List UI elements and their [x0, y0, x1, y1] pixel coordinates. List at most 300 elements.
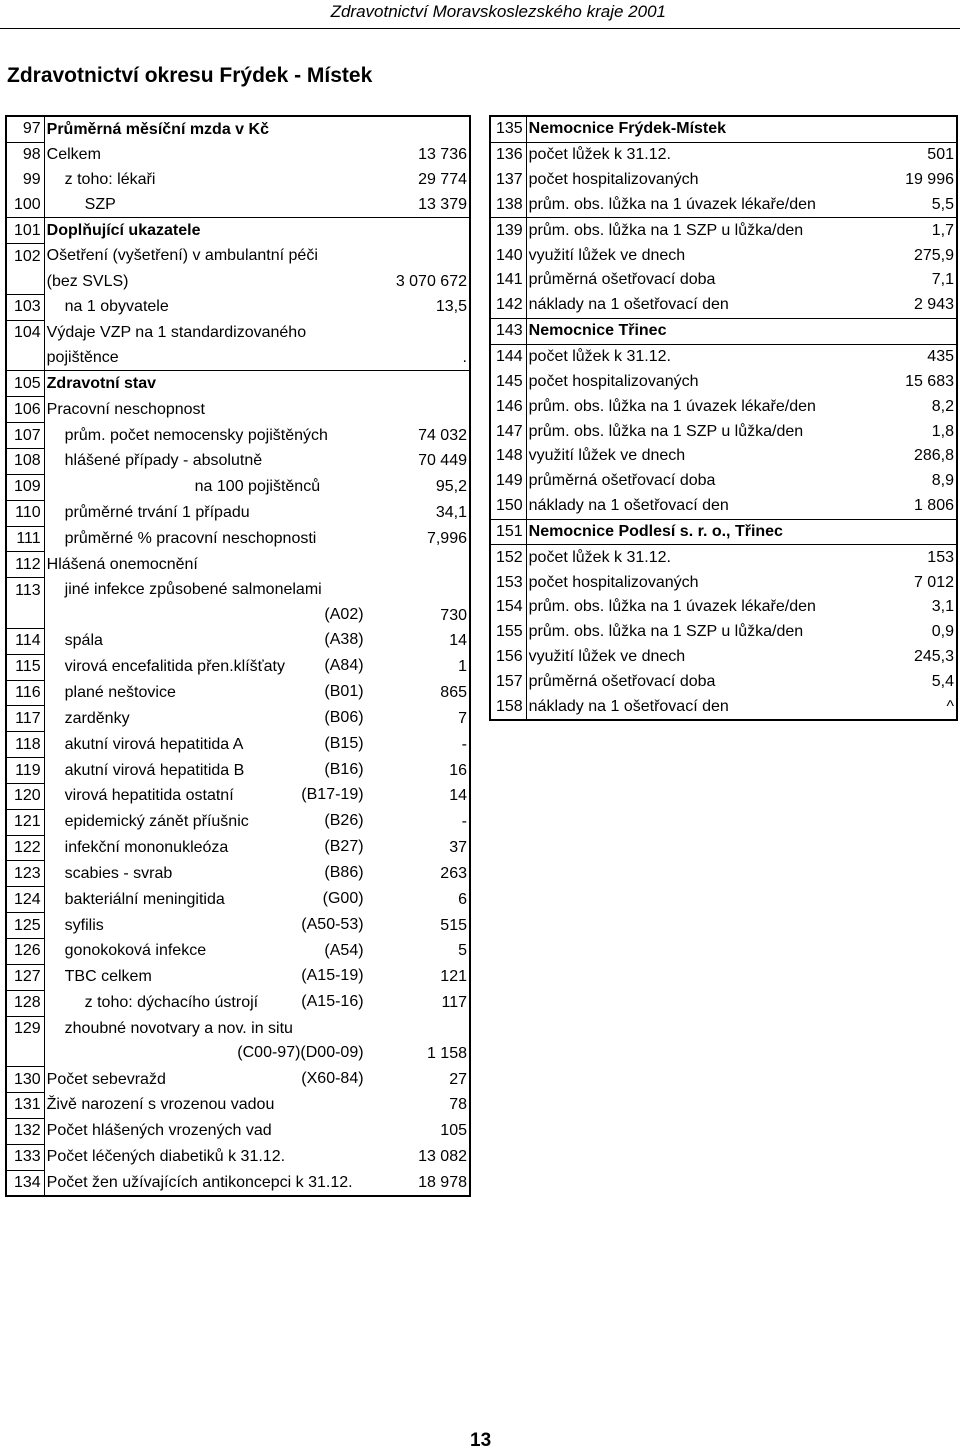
table-row — [6, 1144, 470, 1170]
row-number: 133 — [6, 1144, 44, 1170]
row-number: 105 — [6, 371, 44, 397]
row-value: 3 070 672 — [395, 272, 467, 290]
table-row — [6, 990, 470, 1016]
row-number: 102 — [6, 244, 44, 269]
publication-header: Zdravotnictví Moravskoslezského kraje 2001 — [330, 2, 666, 21]
left-table — [5, 115, 471, 1197]
table-row — [6, 423, 470, 449]
table-row — [6, 861, 470, 887]
row-number: 112 — [6, 552, 44, 578]
row-value: 7,1 — [931, 271, 954, 289]
row-number: 139 — [490, 218, 526, 243]
row-label — [44, 861, 367, 887]
row-label-text: scabies - svrab — [64, 864, 173, 882]
row-value: 34,1 — [435, 504, 467, 522]
row-label — [44, 913, 367, 939]
row-value: 8,2 — [931, 397, 954, 415]
row-number: 130 — [6, 1067, 44, 1093]
row-label-text: Počet sebevražd — [46, 1070, 166, 1088]
row-value — [841, 318, 957, 344]
page-title: Zdravotnictví okresu Frýdek - Místek — [7, 64, 373, 87]
row-value: 70 449 — [418, 452, 467, 470]
table-row — [490, 218, 957, 243]
row-number: 97 — [6, 116, 44, 142]
row-value: 13,5 — [435, 298, 467, 316]
row-code: (C00-97)(D00-09) — [233, 1041, 363, 1065]
table-row — [6, 526, 470, 552]
row-label: průměrná ošetřovací doba — [528, 271, 716, 289]
table-row — [6, 1016, 470, 1041]
row-number: 146 — [490, 394, 526, 419]
table-row — [6, 603, 470, 628]
row-label — [44, 1041, 367, 1066]
row-value: 1 — [458, 658, 467, 676]
row-value: 78 — [449, 1096, 467, 1114]
row-label: Živě narození s vrozenou vadou — [46, 1096, 275, 1114]
table-row — [6, 142, 470, 167]
row-label: Pracovní neschopnost — [46, 400, 205, 418]
row-label: jiné infekce způsobené salmonelami — [64, 581, 322, 599]
row-code: (B01) — [320, 680, 363, 704]
row-value: 435 — [841, 344, 957, 369]
table-row — [6, 758, 470, 784]
row-value: - — [461, 735, 467, 753]
row-number: 143 — [490, 318, 526, 344]
row-value — [368, 116, 470, 142]
header-rule — [0, 28, 960, 29]
row-value — [368, 244, 470, 269]
row-label-text: syfilis — [64, 916, 104, 934]
row-number: 121 — [6, 809, 44, 835]
row-label — [44, 990, 367, 1016]
row-value: 1 806 — [913, 497, 954, 515]
table-row — [6, 397, 470, 423]
table-row — [490, 369, 957, 394]
row-number: 134 — [6, 1170, 44, 1196]
row-value: 37 — [449, 839, 467, 857]
table-row — [490, 293, 957, 318]
row-value: 19 996 — [905, 171, 954, 189]
table-row — [490, 545, 957, 570]
row-label: Průměrná měsíční mzda v Kč — [46, 120, 269, 138]
row-value — [368, 320, 470, 345]
row-number: 110 — [6, 500, 44, 526]
row-label-text: virová encefalitida přen.klíšťaty — [64, 658, 285, 676]
row-label: počet hospitalizovaných — [528, 171, 699, 189]
row-value — [368, 578, 470, 603]
row-number: 126 — [6, 939, 44, 965]
row-label: počet lůžek k 31.12. — [526, 344, 841, 369]
table-row — [490, 142, 957, 167]
row-value: 865 — [440, 683, 467, 701]
table-row — [6, 116, 470, 142]
row-value — [841, 519, 957, 545]
row-label — [44, 809, 367, 835]
row-label-text: gonokoková infekce — [64, 942, 207, 960]
table-row — [490, 670, 957, 695]
row-number — [6, 603, 44, 628]
row-value: 14 — [449, 787, 467, 805]
row-label — [44, 887, 367, 913]
row-value: - — [461, 813, 467, 831]
row-value: 286,8 — [913, 447, 954, 465]
row-number — [6, 1041, 44, 1066]
row-value: . — [462, 349, 467, 367]
table-row — [490, 318, 957, 344]
table-row — [6, 706, 470, 732]
row-label: využití lůžek ve dnech — [528, 648, 686, 666]
row-number: 124 — [6, 887, 44, 913]
table-row — [490, 694, 957, 720]
row-value: 29 774 — [418, 171, 467, 189]
row-number: 148 — [490, 444, 526, 469]
row-number: 99 — [6, 168, 44, 193]
row-number: 149 — [490, 469, 526, 494]
row-number: 137 — [490, 168, 526, 193]
row-label-text: infekční mononukleóza — [64, 839, 229, 857]
table-row — [6, 680, 470, 706]
row-number: 155 — [490, 620, 526, 645]
row-label: náklady na 1 ošetřovací den — [528, 697, 729, 715]
row-value: 1,8 — [931, 422, 954, 440]
row-value: 16 — [449, 761, 467, 779]
row-number: 141 — [490, 268, 526, 293]
row-number: 122 — [6, 835, 44, 861]
row-label — [44, 783, 367, 809]
row-code: (A38) — [320, 628, 363, 652]
table-row — [6, 578, 470, 603]
row-label-text: plané neštovice — [64, 683, 176, 701]
row-value: 8,9 — [931, 472, 954, 490]
row-label-text: akutní virová hepatitida B — [64, 761, 245, 779]
row-value: 13 736 — [418, 146, 467, 164]
row-number: 150 — [490, 494, 526, 519]
row-label — [44, 680, 367, 706]
row-value — [368, 397, 470, 423]
table-row — [490, 193, 957, 218]
table-row — [490, 570, 957, 595]
row-label: Zdravotní stav — [44, 371, 367, 397]
row-label-text: TBC celkem — [64, 968, 152, 986]
row-number: 114 — [6, 628, 44, 654]
row-label: na 100 pojištěnců — [194, 478, 321, 496]
row-number: 145 — [490, 369, 526, 394]
table-row — [490, 419, 957, 444]
row-label-text: epidemický zánět příušnic — [64, 813, 249, 831]
row-code: (G00) — [319, 887, 364, 911]
row-label — [44, 628, 367, 654]
row-number: 103 — [6, 294, 44, 320]
row-number: 157 — [490, 670, 526, 695]
row-number: 138 — [490, 193, 526, 218]
table-row — [490, 243, 957, 268]
row-code: (B26) — [320, 809, 363, 833]
row-label: využití lůžek ve dnech — [528, 246, 686, 264]
row-code: (A15-16) — [297, 990, 363, 1014]
row-label: Nemocnice Frýdek-Místek — [528, 120, 727, 138]
row-value: 0,9 — [931, 623, 954, 641]
row-label: Celkem — [46, 146, 101, 164]
row-label: náklady na 1 ošetřovací den — [528, 497, 729, 515]
table-row — [6, 654, 470, 680]
row-value: 121 — [440, 968, 467, 986]
row-label: z toho: lékaři — [64, 171, 156, 189]
row-label: využití lůžek ve dnech — [528, 447, 686, 465]
row-number: 156 — [490, 645, 526, 670]
row-label — [44, 706, 367, 732]
table-row — [6, 371, 470, 397]
row-label: prům. obs. lůžka na 1 úvazek lékaře/den — [528, 397, 816, 415]
row-value: 105 — [440, 1122, 467, 1140]
row-number: 135 — [490, 116, 526, 142]
row-label: na 1 obyvatele — [64, 298, 169, 316]
row-label: prům. obs. lůžka na 1 úvazek lékaře/den — [528, 598, 816, 616]
row-label: průměrné trvání 1 případu — [64, 504, 250, 522]
table-row — [490, 444, 957, 469]
row-code: (B06) — [320, 706, 363, 730]
row-number: 117 — [6, 706, 44, 732]
row-number: 98 — [6, 142, 44, 167]
row-value: 117 — [441, 994, 467, 1012]
row-label: pojištěnce — [46, 349, 119, 367]
row-label: průměrná ošetřovací doba — [528, 672, 716, 690]
row-label: prům. obs. lůžka na 1 SZP u lůžka/den — [528, 422, 804, 440]
table-row — [490, 494, 957, 519]
table-row — [6, 964, 470, 990]
table-row — [490, 168, 957, 193]
table-row — [6, 346, 470, 371]
row-number: 111 — [6, 526, 44, 552]
row-code: (A02) — [320, 603, 363, 627]
row-number — [6, 346, 44, 371]
row-value: 501 — [841, 142, 957, 167]
table-row — [6, 552, 470, 578]
row-value — [368, 1016, 470, 1041]
row-value: 7 012 — [913, 573, 954, 591]
row-value: 14 — [449, 632, 467, 650]
table-row — [490, 595, 957, 620]
row-label — [44, 603, 367, 628]
row-value: 27 — [449, 1070, 467, 1088]
row-label: počet hospitalizovaných — [528, 573, 699, 591]
row-label: Nemocnice Třinec — [526, 318, 841, 344]
row-number: 109 — [6, 474, 44, 500]
table-row — [6, 269, 470, 294]
row-label: Počet léčených diabetiků k 31.12. — [46, 1148, 286, 1166]
row-value: 1,7 — [841, 218, 957, 243]
row-label: prům. obs. lůžka na 1 SZP u lůžka/den — [526, 218, 841, 243]
row-label: Počet hlášených vrozených vad — [46, 1122, 272, 1140]
row-number: 127 — [6, 964, 44, 990]
row-number: 101 — [6, 218, 44, 244]
row-label: prům. obs. lůžka na 1 SZP u lůžka/den — [528, 623, 804, 641]
row-value — [841, 116, 957, 142]
row-label — [44, 964, 367, 990]
right-table — [489, 115, 958, 721]
row-number: 158 — [490, 694, 526, 720]
row-number: 136 — [490, 142, 526, 167]
row-code: (B17-19) — [297, 783, 363, 807]
table-row — [6, 939, 470, 965]
row-code: (A15-19) — [297, 964, 363, 988]
table-row — [6, 1118, 470, 1144]
row-value: 7 — [458, 709, 467, 727]
row-code: (X60-84) — [297, 1067, 363, 1091]
table-row — [6, 474, 470, 500]
table-row — [490, 519, 957, 545]
row-label: Výdaje VZP na 1 standardizovaného — [46, 323, 307, 341]
row-label: počet lůžek k 31.12. — [526, 545, 841, 570]
row-label-text: akutní virová hepatitida A — [64, 735, 244, 753]
table-row — [490, 645, 957, 670]
row-value: 13 082 — [418, 1148, 467, 1166]
row-label — [44, 732, 367, 758]
row-label: prům. obs. lůžka na 1 úvazek lékaře/den — [528, 195, 816, 213]
row-label: Doplňující ukazatele — [44, 218, 367, 244]
row-value: ^ — [946, 697, 954, 715]
row-code: (B16) — [320, 758, 363, 782]
row-value — [368, 218, 470, 244]
row-code: (B15) — [320, 732, 363, 756]
table-row — [6, 1170, 470, 1196]
table-row — [490, 344, 957, 369]
row-label: počet lůžek k 31.12. — [526, 142, 841, 167]
row-number: 123 — [6, 861, 44, 887]
row-number: 118 — [6, 732, 44, 758]
table-row — [6, 294, 470, 320]
row-number: 116 — [6, 680, 44, 706]
row-value: 18 978 — [418, 1173, 467, 1191]
table-row — [490, 268, 957, 293]
row-value: 5 — [458, 942, 467, 960]
row-value: 5,5 — [931, 195, 954, 213]
table-row — [6, 320, 470, 345]
row-number: 152 — [490, 545, 526, 570]
row-number: 120 — [6, 783, 44, 809]
row-value: 13 379 — [418, 195, 467, 213]
row-label — [44, 1067, 367, 1093]
row-label — [44, 758, 367, 784]
row-code: (B86) — [320, 861, 363, 885]
table-row — [6, 218, 470, 244]
row-number: 104 — [6, 320, 44, 345]
page-number: 13 — [470, 1430, 492, 1451]
row-number: 125 — [6, 913, 44, 939]
row-label: hlášené případy - absolutně — [64, 452, 263, 470]
table-row — [6, 1067, 470, 1093]
table-row — [6, 913, 470, 939]
row-label: prům. počet nemocensky pojištěných — [64, 426, 328, 444]
table-row — [6, 244, 470, 269]
table-row — [6, 628, 470, 654]
row-number: 107 — [6, 423, 44, 449]
row-number: 154 — [490, 595, 526, 620]
row-label: Hlášená onemocnění — [46, 555, 198, 573]
row-label-text: z toho: dýchacího ústrojí — [84, 994, 259, 1012]
table-row — [6, 1041, 470, 1066]
row-code: (A50-53) — [297, 913, 363, 937]
table-row — [490, 620, 957, 645]
row-label: průměrné % pracovní neschopnosti — [64, 529, 317, 547]
table-row — [6, 193, 470, 218]
row-number: 151 — [490, 519, 526, 545]
row-number — [6, 269, 44, 294]
row-number: 113 — [6, 578, 44, 603]
row-value: 74 032 — [418, 426, 467, 444]
row-number: 129 — [6, 1016, 44, 1041]
row-label: náklady na 1 ošetřovací den — [528, 296, 729, 314]
table-row — [6, 448, 470, 474]
row-number: 115 — [6, 654, 44, 680]
table-row — [490, 469, 957, 494]
table-row — [6, 732, 470, 758]
row-value: 5,4 — [931, 672, 954, 690]
row-label: Ošetření (vyšetření) v ambulantní péči — [46, 247, 318, 265]
table-row — [490, 394, 957, 419]
row-value: 3,1 — [931, 598, 954, 616]
row-value: 153 — [841, 545, 957, 570]
row-value: 7,996 — [426, 529, 467, 547]
table-row — [6, 887, 470, 913]
row-label-text: spála — [64, 632, 103, 650]
row-label: průměrná ošetřovací doba — [528, 472, 716, 490]
row-value: 263 — [440, 864, 467, 882]
row-number: 132 — [6, 1118, 44, 1144]
row-number: 131 — [6, 1093, 44, 1119]
row-value — [368, 552, 470, 578]
row-label-text: virová hepatitida ostatní — [64, 787, 234, 805]
row-label: počet hospitalizovaných — [528, 372, 699, 390]
row-value: 95,2 — [435, 478, 467, 496]
row-label — [44, 654, 367, 680]
row-value: 2 943 — [913, 296, 954, 314]
table-row — [6, 500, 470, 526]
row-label: Počet žen užívajících antikoncepci k 31.12. — [46, 1173, 353, 1191]
row-code: (B27) — [320, 835, 363, 859]
table-row — [6, 809, 470, 835]
row-number: 106 — [6, 397, 44, 423]
row-number: 128 — [6, 990, 44, 1016]
row-number: 147 — [490, 419, 526, 444]
table-row — [6, 783, 470, 809]
row-number: 144 — [490, 344, 526, 369]
row-number: 140 — [490, 243, 526, 268]
table-row — [6, 168, 470, 193]
row-label — [44, 939, 367, 965]
row-value: 6 — [458, 890, 467, 908]
row-number: 100 — [6, 193, 44, 218]
row-value — [368, 371, 470, 397]
row-label: (bez SVLS) — [46, 272, 129, 290]
row-value: 275,9 — [913, 246, 954, 264]
row-number: 153 — [490, 570, 526, 595]
row-number: 108 — [6, 448, 44, 474]
row-label: zhoubné novotvary a nov. in situ — [64, 1019, 293, 1037]
table-row — [490, 116, 957, 142]
table-row — [6, 1093, 470, 1119]
row-value: 730 — [440, 606, 467, 624]
row-value: 515 — [440, 916, 467, 934]
row-label — [44, 835, 367, 861]
row-code: (A54) — [320, 939, 363, 963]
table-row — [6, 835, 470, 861]
row-label: SZP — [84, 195, 116, 213]
row-label-text: zarděnky — [64, 709, 130, 727]
row-label: Nemocnice Podlesí s. r. o., Třinec — [526, 519, 841, 545]
row-number: 119 — [6, 758, 44, 784]
row-number: 142 — [490, 293, 526, 318]
row-value: 245,3 — [913, 648, 954, 666]
